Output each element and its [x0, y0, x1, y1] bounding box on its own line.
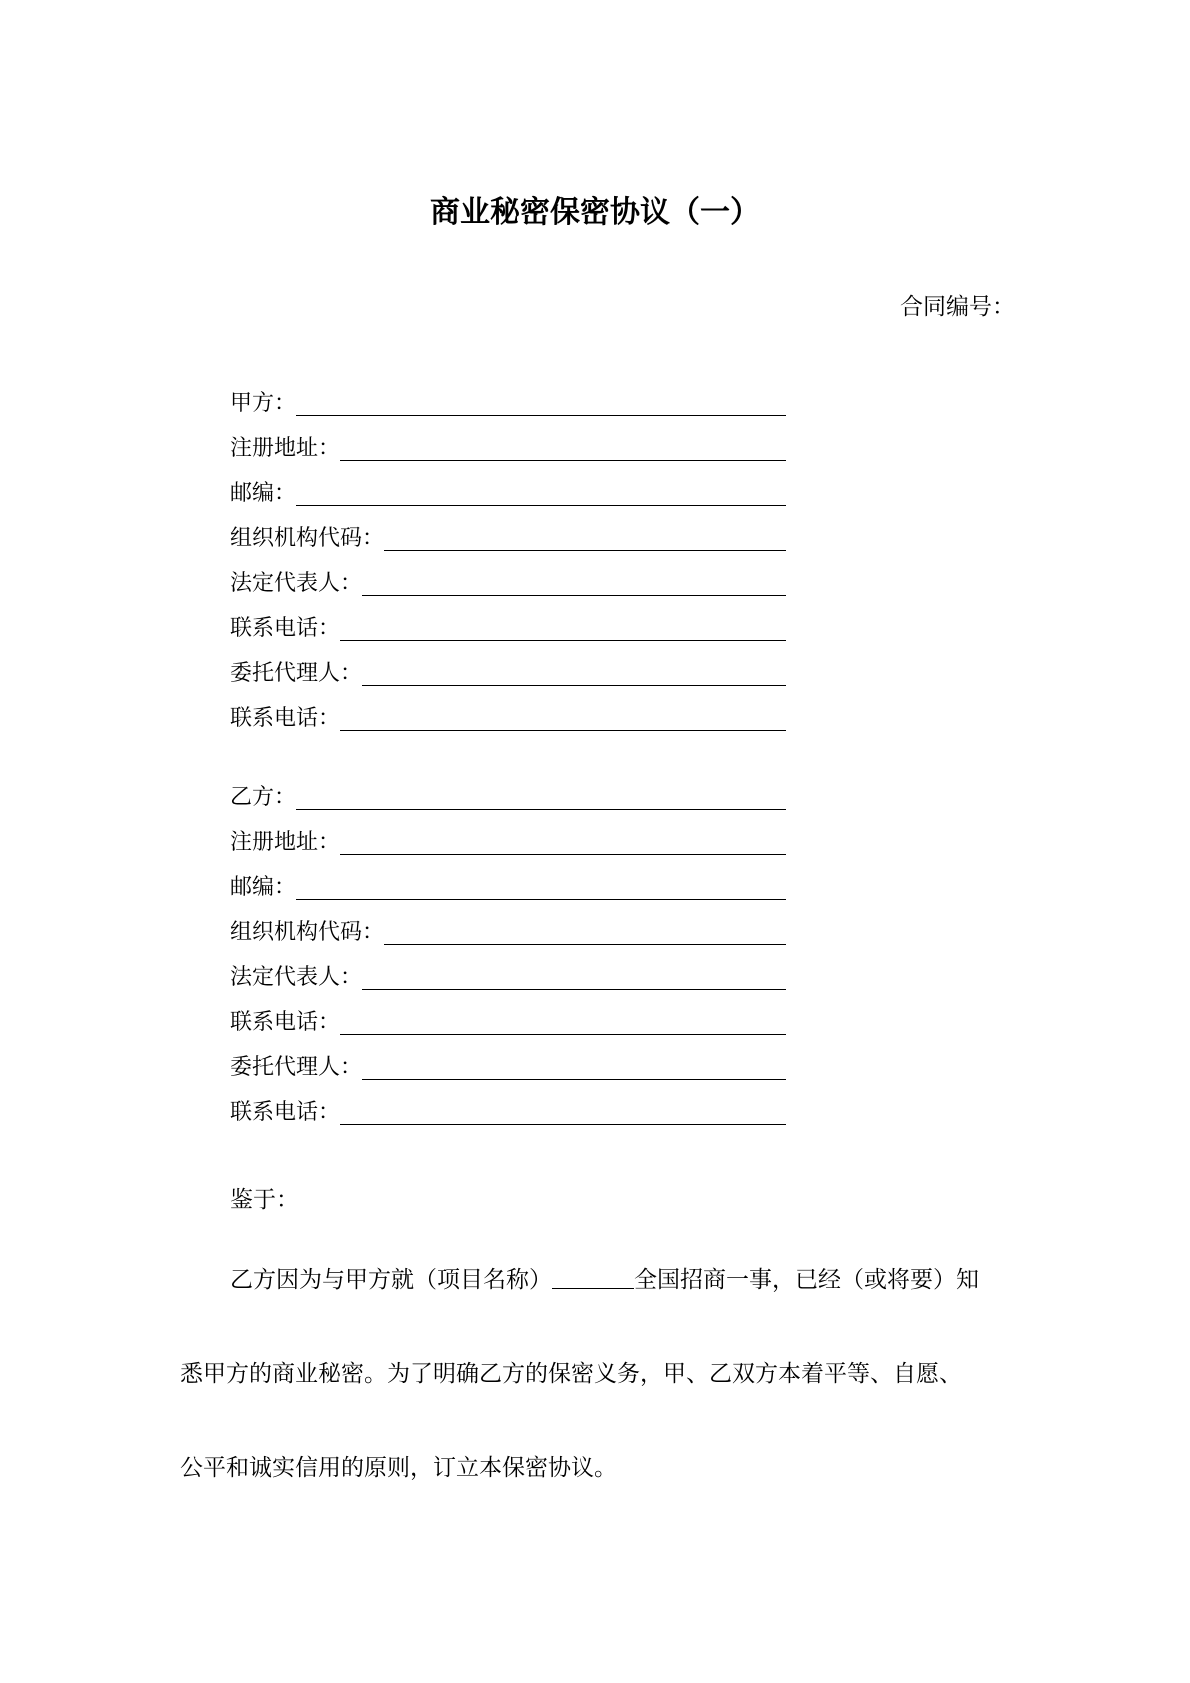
party-b-agent-phone-field[interactable] — [230, 1083, 786, 1128]
party-b-address-field[interactable] — [230, 813, 786, 858]
party-b-postcode-field[interactable] — [230, 858, 786, 903]
fill-line[interactable] — [340, 730, 786, 731]
field-label: 委托代理人： — [230, 661, 363, 686]
fill-line[interactable] — [362, 989, 786, 990]
party-a-address-field[interactable] — [230, 419, 786, 464]
fill-line[interactable] — [362, 1079, 786, 1080]
field-label: 法定代表人： — [230, 571, 363, 596]
field-label: 联系电话： — [230, 1100, 341, 1125]
party-a-phone-field[interactable] — [230, 599, 786, 644]
party-b-legal-rep-field[interactable] — [230, 948, 786, 993]
body-line-1 — [230, 1263, 1018, 1297]
field-label: 邮编： — [230, 875, 297, 900]
party-b-name-field[interactable] — [230, 768, 786, 813]
fill-line[interactable] — [384, 550, 786, 551]
field-label: 法定代表人： — [230, 965, 363, 990]
field-label: 组织机构代码： — [230, 920, 385, 945]
fill-line[interactable] — [362, 685, 786, 686]
party-b-phone-field[interactable] — [230, 993, 786, 1038]
fill-line[interactable] — [296, 899, 786, 900]
party-a-section — [230, 374, 786, 734]
fill-line[interactable] — [340, 1124, 786, 1125]
whereas-heading: 鉴于： — [230, 1187, 299, 1213]
project-name-blank[interactable] — [552, 1288, 634, 1289]
party-a-name-field[interactable] — [230, 374, 786, 419]
fill-line[interactable] — [296, 809, 786, 810]
party-a-agent-field[interactable] — [230, 644, 786, 689]
field-label: 组织机构代码： — [230, 526, 385, 551]
party-b-org-code-field[interactable] — [230, 903, 786, 948]
body-line-2: 悉甲方的商业秘密。为了明确乙方的保密义务，甲、乙双方本着平等、自愿、 — [180, 1361, 962, 1387]
body-line-1-start: 乙方因为与甲方就（项目名称） — [230, 1267, 552, 1293]
document-title: 商业秘密保密协议（一） — [430, 195, 760, 230]
body-line-3: 公平和诚实信用的原则，订立本保密协议。 — [180, 1455, 617, 1481]
field-label: 邮编： — [230, 481, 297, 506]
fill-line[interactable] — [340, 460, 786, 461]
field-label: 联系电话： — [230, 706, 341, 731]
field-label: 联系电话： — [230, 616, 341, 641]
party-b-section — [230, 768, 786, 1128]
field-label: 注册地址： — [230, 436, 341, 461]
fill-line[interactable] — [296, 505, 786, 506]
field-label: 注册地址： — [230, 830, 341, 855]
fill-line[interactable] — [340, 854, 786, 855]
field-label: 乙方： — [230, 785, 297, 810]
fill-line[interactable] — [384, 944, 786, 945]
fill-line[interactable] — [340, 1034, 786, 1035]
party-b-agent-field[interactable] — [230, 1038, 786, 1083]
party-a-postcode-field[interactable] — [230, 464, 786, 509]
body-line-1-end: 全国招商一事，已经（或将要）知 — [634, 1267, 979, 1293]
party-a-org-code-field[interactable] — [230, 509, 786, 554]
fill-line[interactable] — [362, 595, 786, 596]
party-a-legal-rep-field[interactable] — [230, 554, 786, 599]
contract-number-label: 合同编号： — [900, 294, 1015, 320]
field-label: 委托代理人： — [230, 1055, 363, 1080]
fill-line[interactable] — [296, 415, 786, 416]
field-label: 联系电话： — [230, 1010, 341, 1035]
party-a-agent-phone-field[interactable] — [230, 689, 786, 734]
fill-line[interactable] — [340, 640, 786, 641]
field-label: 甲方： — [230, 391, 297, 416]
